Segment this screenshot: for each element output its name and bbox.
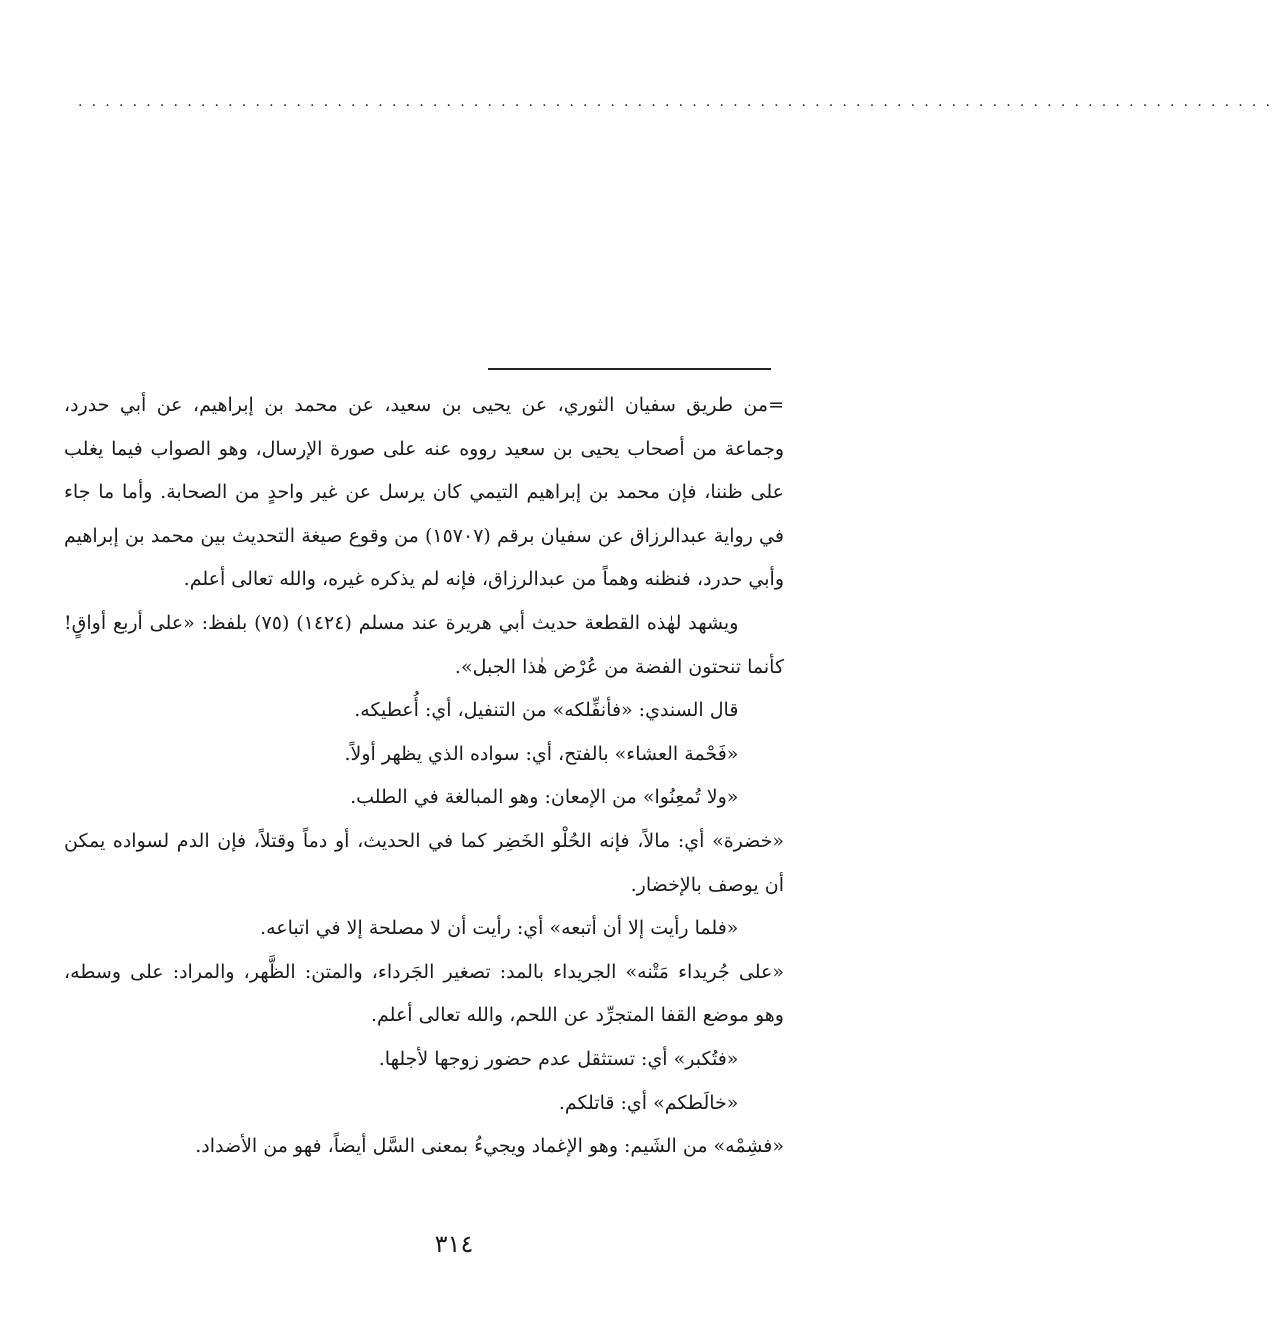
footnote-paragraph-10: «خالَطكم» أي: قاتلكم.	[558, 1091, 739, 1114]
footnote-paragraph-3: قال السندي: «فأنفِّلكه» من التنفيل، أي: أُعطيكه.	[354, 699, 739, 722]
page-number: ٣١٤	[434, 1230, 474, 1258]
footnote-text	[64, 384, 784, 1169]
footnote-paragraph-1: =من طريق سفيان الثوري، عن يحيى بن سعيد، عن محمد بن إبراهيم، عن أبي حدرد، وجماعة من أصحاب يحيى بن سعيد رووه عنه على صورة الإرسال، وهو الصواب فيما يغلب على ظننا، فإن محمد بن إبراهيم التيمي كان يرسل عن غير واحدٍ من الصحابة. وأما ما جاء في رواية عبدالرزاق عن سفيان برقم (١٥٧٠٧) من وقوع صيغة التحديث بين محمد بن إبراهيم وأبي حدرد، فنظنه وهماً من عبدالرزاق، فإنه لم يذكره غيره، والله تعالى أعلم.	[64, 394, 784, 591]
footnote-paragraph-8: «على جُريداء مَتْنه» الجريداء بالمد: تصغير الجَرداء، والمتن: الظَّهر، والمراد: على وسطه، وهو موضع القفا المتجرِّد عن اللحم، والله تعالى أعلم.	[64, 960, 784, 1027]
footnote-paragraph-9: «فتُكبر» أي: تستثقل عدم حضور زوجها لأجلها.	[378, 1047, 739, 1070]
dotted-separator: ........................................................................................	[78, 94, 1279, 110]
footnote-paragraph-4: «فَحْمة العشاء» بالفتح، أي: سواده الذي يظهر أولاً.	[344, 742, 739, 765]
footnote-paragraph-5: «ولا تُمعِنُوا» من الإمعان: وهو المبالغة في الطلب.	[350, 786, 739, 809]
footnote-paragraph-2: ويشهد لهٰذه القطعة حديث أبي هريرة عند مسلم (١٤٢٤) (٧٥) بلفظ: «على أربع أواقٍ! كأنما تنحتون الفضة من عُرْض هٰذا الجبل».	[64, 611, 784, 678]
footnote-paragraph-6: «خضرة» أي: مالاً، فإنه الحُلْو الخَضِر كما في الحديث، أو دماً وقتلاً، فإن الدم لسواده يمكن أن يوصف بالإخضار.	[64, 829, 784, 896]
footnote-paragraph-11: «فشِمْه» من الشَيم: وهو الإغماد ويجيءُ بمعنى السَّل أيضاً، فهو من الأضداد.	[195, 1135, 784, 1158]
footnote-paragraph-7: «فلما رأيت إلا أن أتبعه» أي: رأيت أن لا مصلحة إلا في اتباعه.	[260, 917, 739, 940]
footnote-rule	[488, 368, 771, 370]
